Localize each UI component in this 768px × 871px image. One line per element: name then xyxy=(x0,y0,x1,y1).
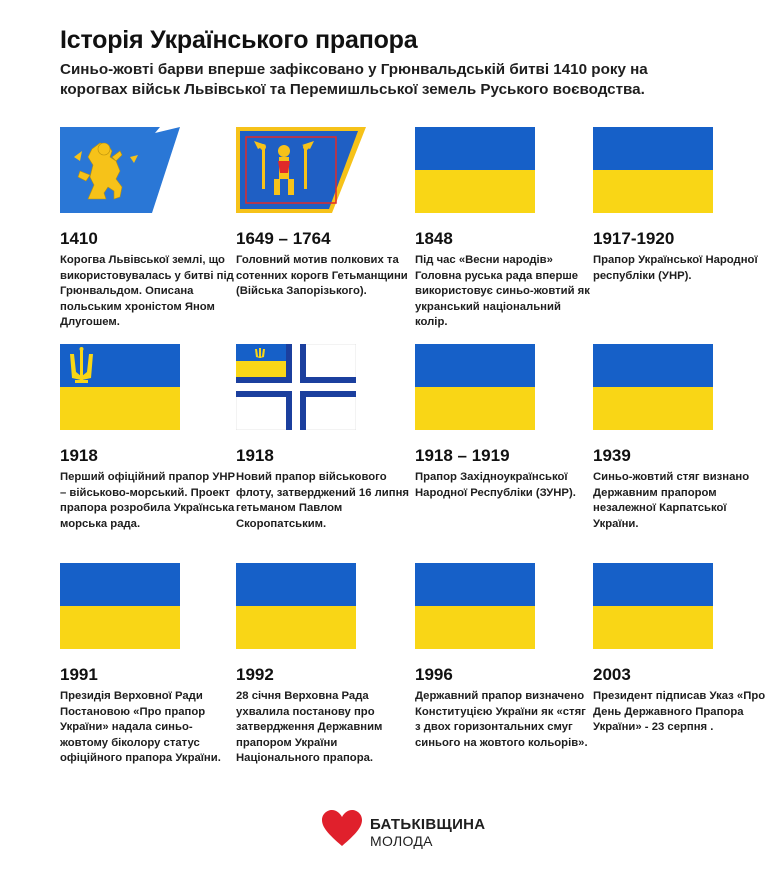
year-label: 1649 – 1764 xyxy=(236,229,331,248)
description: Новий прапор військового флоту, затверджений 16 липня гетьманом Павлом Скоропатським. xyxy=(236,471,409,530)
ukraine-flag xyxy=(415,344,535,430)
description: Головний мотив полкових та сотенних корогв Гетьманщини (Війська Запорізького). xyxy=(236,254,408,298)
batkivshchyna-logo xyxy=(322,808,492,853)
description: Синьо-жовтий стяг визнано Державним прапором незалежної Карпатської України. xyxy=(593,471,750,530)
description: Прапор Української Народної республіки (УНР). xyxy=(593,254,758,282)
year-label: 1848 xyxy=(415,229,453,248)
ukraine-flag xyxy=(593,344,713,430)
year-label: 1991 xyxy=(60,665,98,684)
year-label: 2003 xyxy=(593,665,631,684)
ukraine-flag xyxy=(415,563,535,649)
description: 28 січня Верховна Рада ухвалила постанову про затвердження Державним прапором України Національного прапора. xyxy=(236,690,383,765)
year-label: 1996 xyxy=(415,665,453,684)
ukraine-flag xyxy=(60,563,180,649)
cossack-banner-flag xyxy=(236,127,356,213)
year-label: 1939 xyxy=(593,446,631,465)
description: Перший офіційний прапор УНР – військово-морський. Проект прапора розробила Українська морська рада. xyxy=(60,471,236,530)
year-label: 1918 – 1919 xyxy=(415,446,510,465)
logo-line-1: БАТЬКІВЩИНА xyxy=(370,816,486,833)
page-title: Історія Українського прапора xyxy=(60,26,418,54)
description: Прапор Західноукраїнської Народної Республіки (ЗУНР). xyxy=(415,471,576,499)
ukraine-flag xyxy=(415,127,535,213)
description: Корогва Львівської землі, що використовувалась у битві під Грюнвальдом. Описана польським хроністом Яном Длугошем. xyxy=(60,254,234,329)
naval-cross-flag xyxy=(236,344,356,430)
description: Президія Верховної Ради Постановою «Про прапор України» надала синьо-жовтому біколору статус офіційного прапора України. xyxy=(60,690,221,765)
heart-icon xyxy=(322,810,362,848)
naval-trident-flag xyxy=(60,344,180,430)
page-subtitle: Синьо-жовті барви вперше зафіксовано у Грюнвальдській битві 1410 року на корогвах військ Львівської та Перемишльської земель Руського воєводства. xyxy=(60,61,648,98)
year-label: 1918 xyxy=(60,446,98,465)
year-label: 1410 xyxy=(60,229,98,248)
ukraine-flag xyxy=(593,563,713,649)
ukraine-flag xyxy=(593,127,713,213)
lviv-banner-flag xyxy=(60,127,180,213)
logo-line-2: МОЛОДА xyxy=(370,833,433,849)
description: Державний прапор визначено Конституцією України як «стяг з двох горизонтальних смуг синього на жовтого кольорів». xyxy=(415,690,588,749)
year-label: 1917-1920 xyxy=(593,229,675,248)
description: Президент підписав Указ «Про День Державного Прапора України» - 23 серпня . xyxy=(593,690,766,734)
year-label: 1918 xyxy=(236,446,274,465)
ukraine-flag xyxy=(236,563,356,649)
year-label: 1992 xyxy=(236,665,274,684)
description: Під час «Весни народів» Головна руська рада вперше використовує синьо-жовтий як укранський національний колір. xyxy=(415,254,590,329)
